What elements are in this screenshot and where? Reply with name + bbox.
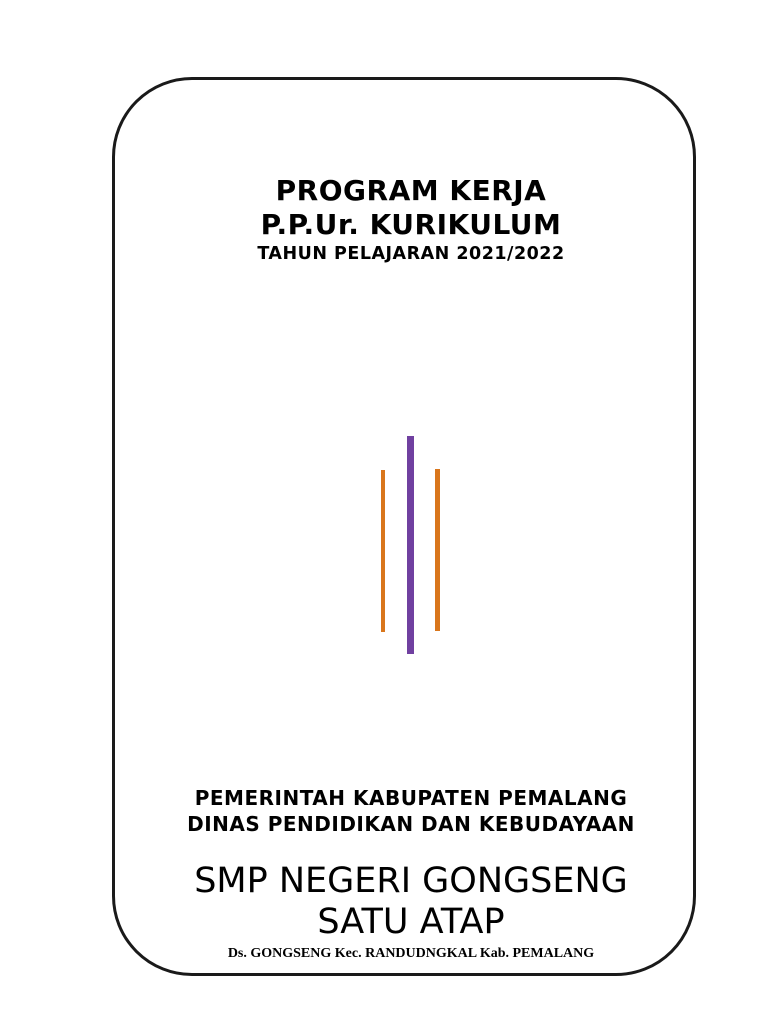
decorative-bar-center <box>407 436 414 654</box>
academic-year: TAHUN PELAJARAN 2021/2022 <box>257 244 565 264</box>
document-title: PROGRAM KERJA <box>275 174 547 207</box>
school-name-suffix: SATU ATAP <box>317 902 505 942</box>
decorative-bar-left <box>381 470 385 632</box>
school-address: Ds. GONGSENG Kec. RANDUDNGKAL Kab. PEMALANG <box>227 946 595 961</box>
government-name: PEMERINTAH KABUPATEN PEMALANG <box>194 786 628 810</box>
department-name: DINAS PENDIDIKAN DAN KEBUDAYAAN <box>187 812 635 836</box>
school-name: SMP NEGERI GONGSENG <box>194 861 628 901</box>
document-subtitle: P.P.Ur. KURIKULUM <box>260 208 562 241</box>
decorative-bar-right <box>435 469 440 631</box>
